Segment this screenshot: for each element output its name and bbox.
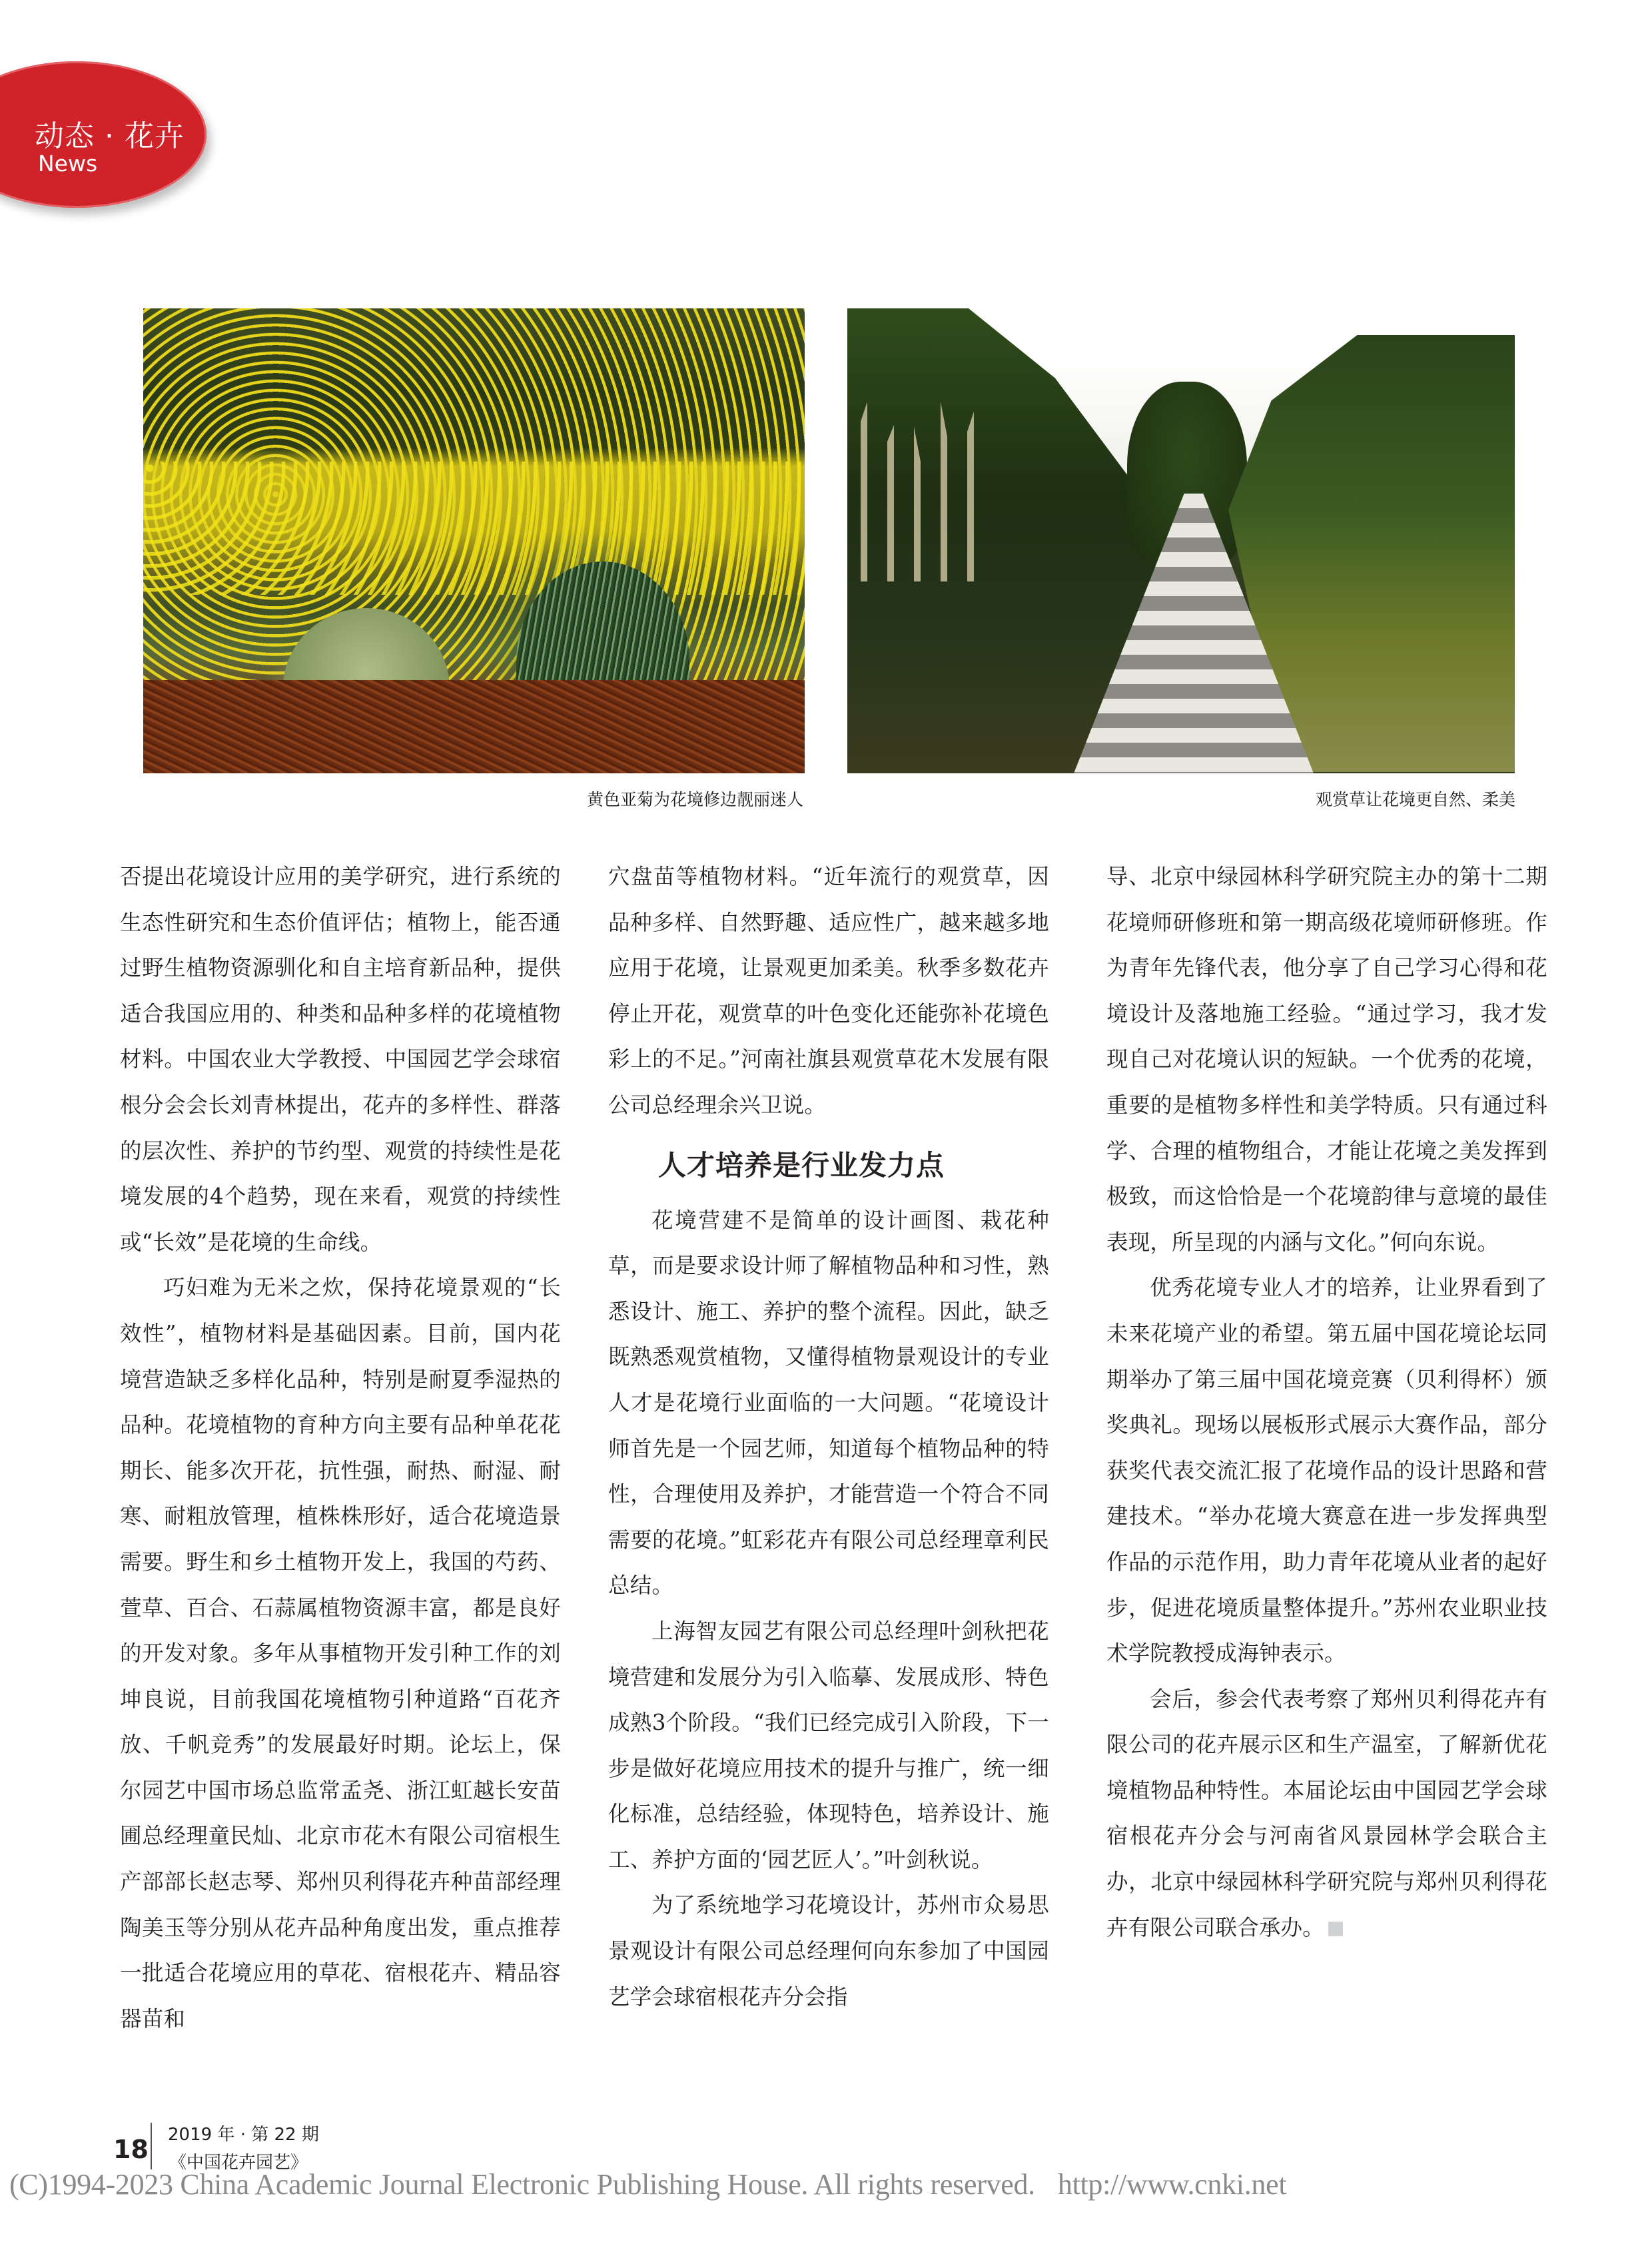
paragraph: 巧妇难为无米之炊，保持花境景观的“长效性”，植物材料是基础因素。目前，国内花境营造缺乏多样化品种，特别是耐夏季湿热的品种。花境植物的育种方向主要有品种单花花期长、能多次开花，抗性强，耐热、耐湿、耐寒、耐粗放管理，植株株形好，适合花境造景需要。野生和乡土植物开发上，我国的芍药、萱草、百合、石蒜属植物资源丰富，都是良好的开发对象。多年从事植物开发引种工作的刘坤良说，目前我国花境植物引种道路“百花齐放、千帆竞秀”的发展最好时期。论坛上，保尔园艺中国市场总监常孟尧、浙江虹越长安苗圃总经理童民灿、北京市花木有限公司宿根生产部部长赵志琴、郑州贝利得花卉种苗部经理陶美玉等分别从花卉品种角度出发，重点推荐一批适合花境应用的草花、宿根花卉、精品容器苗和	[120, 1275, 561, 2032]
bark-mulch	[143, 680, 805, 773]
paragraph-final	[1106, 1677, 1547, 1951]
figure-caption-1: 黄色亚菊为花境修边靓丽迷人	[586, 790, 803, 809]
copyright-url[interactable]: http://www.cnki.net	[1057, 2168, 1287, 2201]
paragraph: 为了系统地学习花境设计，苏州市众易思景观设计有限公司总经理何向东参加了中国园艺学会球宿根花卉分会指	[608, 1892, 1049, 2010]
section-subheading: 人才培养是行业发力点	[658, 1148, 945, 1182]
photo-yellow-flower-border	[143, 308, 805, 773]
article-column-3	[1106, 854, 1547, 1950]
article-column-2	[608, 854, 1049, 2020]
paragraph: 花境营建不是简单的设计画图、栽花种草，而是要求设计师了解植物品种和习性，熟悉设计、施工、养护的整个流程。因此，缺乏既熟悉观赏植物，又懂得植物景观设计的专业人才是花境行业面临的一大问题。“花境设计师首先是一个园艺师，知道每个植物品种的特性，合理使用及养护，才能营造一个符合不同需要的花境。”虹彩花卉有限公司总经理章利民总结。	[608, 1207, 1049, 1599]
paragraph-text: 会后，参会代表考察了郑州贝利得花卉有限公司的花卉展示区和生产温室，了解新优花境植物品种特性。本届论坛由中国园艺学会球宿根花卉分会与河南省风景园林学会联合主办，北京中绿园林科学研究院与郑州贝利得花卉有限公司联合承办。	[1106, 1686, 1547, 1940]
section-label-en: News	[38, 151, 98, 177]
paragraph: 上海智友园艺有限公司总经理叶剑秋把花境营建和发展分为引入临摹、发展成形、特色成熟3个阶段。“我们已经完成引入阶段，下一步是做好花境应用技术的提升与推广，统一细化标准，总结经验，体现特色，培养设计、施工、养护方面的‘园艺匠人’。”叶剑秋说。	[608, 1618, 1049, 1872]
yellow-flowers-texture	[143, 462, 805, 595]
page-number: 18	[113, 2135, 149, 2164]
article-column-1	[120, 854, 561, 2042]
footer-issue: 2019 年 · 第 22 期	[168, 2125, 319, 2145]
footer-journal-title: 《中国花卉园艺》	[169, 2153, 308, 2173]
paragraph: 否提出花境设计应用的美学研究，进行系统的生态性研究和生态价值评估；植物上，能否通过野生植物资源驯化和自主培育新品种，提供适合我国应用的、种类和品种多样的花境植物材料。中国农业大学教授、中国园艺学会球宿根分会会长刘青林提出，花卉的多样性、群落的层次性、养护的节约型、观赏的持续性是花境发展的4个趋势，现在来看，观赏的持续性或“长效”是花境的生命线。	[120, 864, 561, 1255]
footer-divider	[151, 2123, 152, 2169]
section-label-cn: 动态 · 花卉	[35, 119, 185, 153]
figure-caption-2: 观赏草让花境更自然、柔美	[1315, 790, 1515, 809]
paragraph: 穴盘苗等植物材料。“近年流行的观赏草，因品种多样、自然野趣、适应性广，越来越多地应用于花境，让景观更加柔美。秋季多数花卉停止开花，观赏草的叶色变化还能弥补花境色彩上的不足。”河南社旗县观赏草花木发展有限公司总经理余兴卫说。	[608, 864, 1049, 1118]
copyright-text: (C)1994-2023 China Academic Journal Electronic Publishing House. All rights reserved.	[9, 2168, 1035, 2201]
paragraph: 优秀花境专业人才的培养，让业界看到了未来花境产业的希望。第五届中国花境论坛同期举办了第三届中国花境竞赛（贝利得杯）颁奖典礼。现场以展板形式展示大赛作品，部分获奖代表交流汇报了花境作品的设计思路和营建技术。“举办花境大赛意在进一步发挥典型作品的示范作用，助力青年花境从业者的起好步，促进花境质量整体提升。”苏州农业职业技术学院教授成海钟表示。	[1106, 1275, 1547, 1667]
photo-ornamental-grass-path	[847, 308, 1515, 773]
end-of-article-square-icon	[1328, 1922, 1343, 1936]
copyright-watermark	[9, 2167, 1286, 2201]
paragraph: 导、北京中绿园林科学研究院主办的第十二期花境师研修班和第一期高级花境师研修班。作为青年先锋代表，他分享了自己学习心得和花境设计及落地施工经验。“通过学习，我才发现自己对花境认识的短缺。一个优秀的花境，重要的是植物多样性和美学特质。只有通过科学、合理的植物组合，才能让花境之美发挥到极致，而这恰恰是一个花境韵律与意境的最佳表现，所呈现的内涵与文化。”何向东说。	[1106, 864, 1547, 1255]
